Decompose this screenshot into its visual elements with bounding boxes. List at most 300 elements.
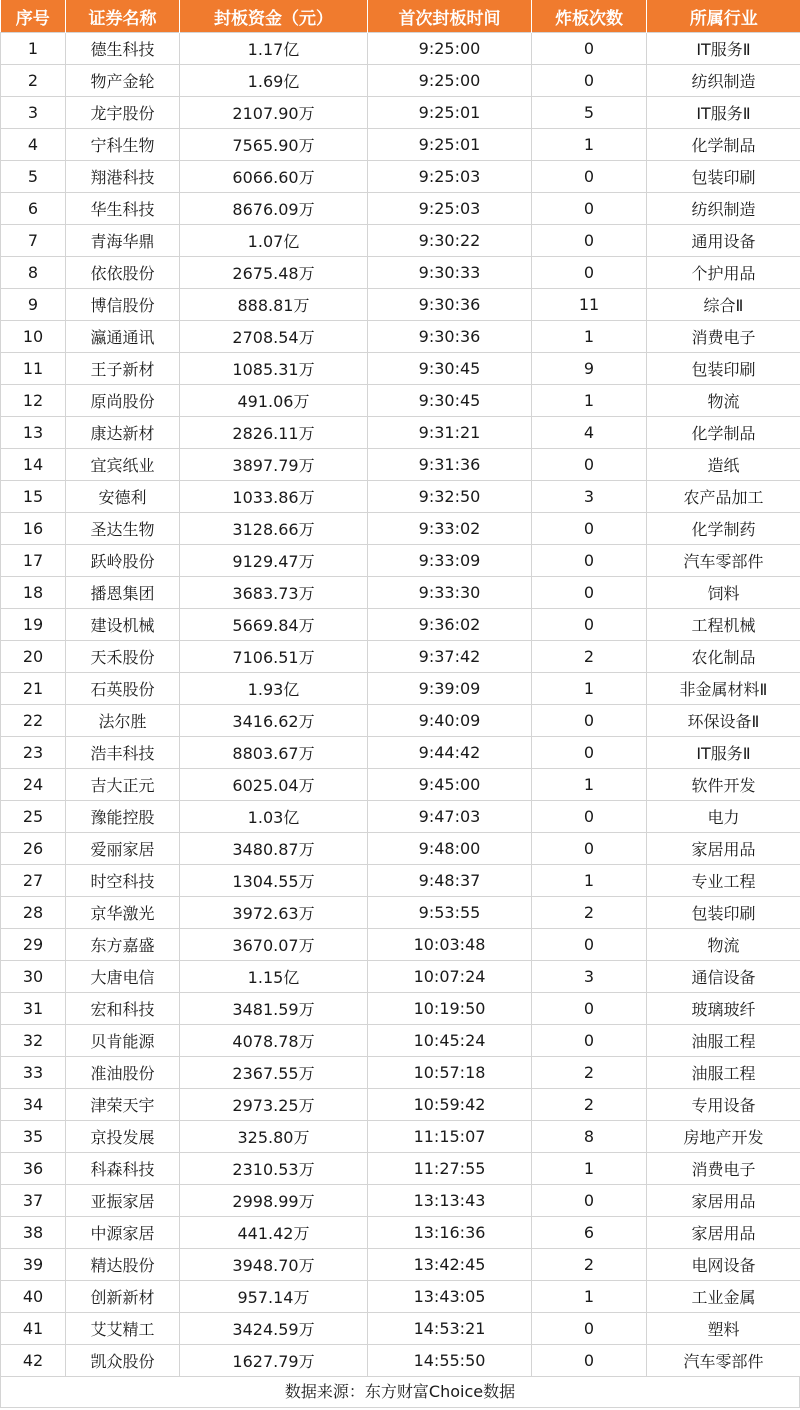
cell-name: 翔港科技 bbox=[66, 161, 180, 193]
table-row bbox=[1, 1121, 800, 1153]
cell-breaks: 1 bbox=[532, 129, 647, 161]
cell-breaks: 4 bbox=[532, 417, 647, 449]
cell-name: 京华激光 bbox=[66, 897, 180, 929]
cell-industry: 电网设备 bbox=[647, 1249, 800, 1281]
cell-industry: 环保设备Ⅱ bbox=[647, 705, 800, 737]
cell-funds: 7565.90万 bbox=[180, 129, 368, 161]
cell-index: 15 bbox=[1, 481, 66, 513]
cell-time: 9:33:02 bbox=[368, 513, 532, 545]
cell-time: 9:25:03 bbox=[368, 193, 532, 225]
cell-breaks: 2 bbox=[532, 1089, 647, 1121]
cell-index: 4 bbox=[1, 129, 66, 161]
cell-index: 36 bbox=[1, 1153, 66, 1185]
cell-name: 法尔胜 bbox=[66, 705, 180, 737]
cell-breaks: 11 bbox=[532, 289, 647, 321]
cell-index: 18 bbox=[1, 577, 66, 609]
cell-index: 28 bbox=[1, 897, 66, 929]
cell-time: 9:45:00 bbox=[368, 769, 532, 801]
cell-time: 14:55:50 bbox=[368, 1345, 532, 1377]
cell-industry: 化学制药 bbox=[647, 513, 800, 545]
cell-index: 37 bbox=[1, 1185, 66, 1217]
table-row bbox=[1, 1345, 800, 1377]
table-row bbox=[1, 33, 800, 65]
cell-industry: 物流 bbox=[647, 929, 800, 961]
header-cell-breaks: 炸板次数 bbox=[532, 0, 647, 33]
cell-name: 艾艾精工 bbox=[66, 1313, 180, 1345]
cell-funds: 3416.62万 bbox=[180, 705, 368, 737]
cell-industry: 化学制品 bbox=[647, 417, 800, 449]
cell-index: 25 bbox=[1, 801, 66, 833]
table-row bbox=[1, 673, 800, 705]
cell-breaks: 0 bbox=[532, 993, 647, 1025]
cell-index: 26 bbox=[1, 833, 66, 865]
cell-time: 10:07:24 bbox=[368, 961, 532, 993]
cell-funds: 1.03亿 bbox=[180, 801, 368, 833]
table-row bbox=[1, 1217, 800, 1249]
cell-industry: 专业工程 bbox=[647, 865, 800, 897]
cell-industry: 软件开发 bbox=[647, 769, 800, 801]
cell-name: 科森科技 bbox=[66, 1153, 180, 1185]
cell-breaks: 0 bbox=[532, 257, 647, 289]
cell-funds: 8676.09万 bbox=[180, 193, 368, 225]
cell-name: 大唐电信 bbox=[66, 961, 180, 993]
cell-industry: 汽车零部件 bbox=[647, 1345, 800, 1377]
cell-funds: 3480.87万 bbox=[180, 833, 368, 865]
table-header bbox=[1, 0, 800, 33]
cell-time: 9:36:02 bbox=[368, 609, 532, 641]
table-row bbox=[1, 1249, 800, 1281]
cell-industry: 非金属材料Ⅱ bbox=[647, 673, 800, 705]
cell-funds: 6066.60万 bbox=[180, 161, 368, 193]
cell-funds: 4078.78万 bbox=[180, 1025, 368, 1057]
data-source-footer: 数据来源：东方财富Choice数据 bbox=[0, 1377, 800, 1408]
table-row bbox=[1, 321, 800, 353]
cell-industry: 纺织制造 bbox=[647, 65, 800, 97]
cell-funds: 3128.66万 bbox=[180, 513, 368, 545]
cell-breaks: 3 bbox=[532, 481, 647, 513]
cell-name: 德生科技 bbox=[66, 33, 180, 65]
cell-funds: 9129.47万 bbox=[180, 545, 368, 577]
cell-funds: 2107.90万 bbox=[180, 97, 368, 129]
cell-index: 24 bbox=[1, 769, 66, 801]
cell-index: 6 bbox=[1, 193, 66, 225]
cell-time: 9:30:33 bbox=[368, 257, 532, 289]
cell-index: 27 bbox=[1, 865, 66, 897]
cell-breaks: 5 bbox=[532, 97, 647, 129]
cell-funds: 1.93亿 bbox=[180, 673, 368, 705]
cell-industry: 综合Ⅱ bbox=[647, 289, 800, 321]
cell-breaks: 0 bbox=[532, 1025, 647, 1057]
cell-funds: 3972.63万 bbox=[180, 897, 368, 929]
cell-breaks: 0 bbox=[532, 1345, 647, 1377]
cell-name: 准油股份 bbox=[66, 1057, 180, 1089]
cell-funds: 3670.07万 bbox=[180, 929, 368, 961]
cell-funds: 325.80万 bbox=[180, 1121, 368, 1153]
table-row bbox=[1, 257, 800, 289]
cell-index: 11 bbox=[1, 353, 66, 385]
cell-industry: 电力 bbox=[647, 801, 800, 833]
table-row bbox=[1, 353, 800, 385]
cell-breaks: 6 bbox=[532, 1217, 647, 1249]
cell-breaks: 0 bbox=[532, 33, 647, 65]
table-row bbox=[1, 417, 800, 449]
cell-industry: 通信设备 bbox=[647, 961, 800, 993]
table-row bbox=[1, 449, 800, 481]
cell-breaks: 8 bbox=[532, 1121, 647, 1153]
cell-index: 31 bbox=[1, 993, 66, 1025]
cell-time: 9:48:00 bbox=[368, 833, 532, 865]
cell-time: 13:42:45 bbox=[368, 1249, 532, 1281]
cell-index: 8 bbox=[1, 257, 66, 289]
cell-time: 14:53:21 bbox=[368, 1313, 532, 1345]
table-row bbox=[1, 129, 800, 161]
header-cell-index: 序号 bbox=[1, 0, 66, 33]
cell-name: 圣达生物 bbox=[66, 513, 180, 545]
cell-name: 华生科技 bbox=[66, 193, 180, 225]
cell-index: 42 bbox=[1, 1345, 66, 1377]
cell-name: 凯众股份 bbox=[66, 1345, 180, 1377]
cell-index: 30 bbox=[1, 961, 66, 993]
cell-time: 13:43:05 bbox=[368, 1281, 532, 1313]
cell-index: 16 bbox=[1, 513, 66, 545]
cell-time: 10:59:42 bbox=[368, 1089, 532, 1121]
cell-index: 40 bbox=[1, 1281, 66, 1313]
cell-name: 康达新材 bbox=[66, 417, 180, 449]
cell-time: 9:47:03 bbox=[368, 801, 532, 833]
cell-name: 原尚股份 bbox=[66, 385, 180, 417]
table-row bbox=[1, 993, 800, 1025]
cell-name: 亚振家居 bbox=[66, 1185, 180, 1217]
cell-time: 9:25:00 bbox=[368, 33, 532, 65]
table-row bbox=[1, 65, 800, 97]
table-row bbox=[1, 865, 800, 897]
cell-name: 吉大正元 bbox=[66, 769, 180, 801]
table-row bbox=[1, 1185, 800, 1217]
cell-name: 天禾股份 bbox=[66, 641, 180, 673]
cell-name: 津荣天宇 bbox=[66, 1089, 180, 1121]
cell-index: 13 bbox=[1, 417, 66, 449]
cell-industry: 个护用品 bbox=[647, 257, 800, 289]
cell-industry: 油服工程 bbox=[647, 1025, 800, 1057]
cell-industry: 专用设备 bbox=[647, 1089, 800, 1121]
cell-breaks: 1 bbox=[532, 385, 647, 417]
cell-time: 9:48:37 bbox=[368, 865, 532, 897]
cell-index: 33 bbox=[1, 1057, 66, 1089]
header-cell-time: 首次封板时间 bbox=[368, 0, 532, 33]
cell-index: 2 bbox=[1, 65, 66, 97]
cell-breaks: 0 bbox=[532, 577, 647, 609]
cell-breaks: 0 bbox=[532, 929, 647, 961]
table-row bbox=[1, 929, 800, 961]
cell-time: 11:27:55 bbox=[368, 1153, 532, 1185]
cell-name: 龙宇股份 bbox=[66, 97, 180, 129]
cell-funds: 491.06万 bbox=[180, 385, 368, 417]
cell-funds: 1085.31万 bbox=[180, 353, 368, 385]
table-row bbox=[1, 705, 800, 737]
cell-funds: 1.15亿 bbox=[180, 961, 368, 993]
cell-breaks: 1 bbox=[532, 1281, 647, 1313]
cell-name: 博信股份 bbox=[66, 289, 180, 321]
cell-funds: 8803.67万 bbox=[180, 737, 368, 769]
cell-breaks: 0 bbox=[532, 833, 647, 865]
cell-industry: 通用设备 bbox=[647, 225, 800, 257]
cell-time: 9:32:50 bbox=[368, 481, 532, 513]
cell-breaks: 0 bbox=[532, 737, 647, 769]
table-row bbox=[1, 225, 800, 257]
table-row bbox=[1, 577, 800, 609]
cell-time: 9:40:09 bbox=[368, 705, 532, 737]
cell-funds: 2675.48万 bbox=[180, 257, 368, 289]
cell-name: 浩丰科技 bbox=[66, 737, 180, 769]
cell-industry: 包装印刷 bbox=[647, 353, 800, 385]
cell-name: 精达股份 bbox=[66, 1249, 180, 1281]
cell-funds: 3897.79万 bbox=[180, 449, 368, 481]
cell-industry: IT服务Ⅱ bbox=[647, 97, 800, 129]
table-row bbox=[1, 897, 800, 929]
cell-time: 9:30:36 bbox=[368, 321, 532, 353]
table-row bbox=[1, 385, 800, 417]
cell-breaks: 0 bbox=[532, 705, 647, 737]
cell-time: 10:57:18 bbox=[368, 1057, 532, 1089]
cell-funds: 1304.55万 bbox=[180, 865, 368, 897]
cell-time: 13:16:36 bbox=[368, 1217, 532, 1249]
header-cell-industry: 所属行业 bbox=[647, 0, 800, 33]
cell-name: 跃岭股份 bbox=[66, 545, 180, 577]
cell-time: 10:03:48 bbox=[368, 929, 532, 961]
cell-breaks: 1 bbox=[532, 865, 647, 897]
cell-name: 播恩集团 bbox=[66, 577, 180, 609]
table-row bbox=[1, 609, 800, 641]
table-row bbox=[1, 1025, 800, 1057]
cell-index: 20 bbox=[1, 641, 66, 673]
cell-index: 29 bbox=[1, 929, 66, 961]
cell-time: 9:25:03 bbox=[368, 161, 532, 193]
cell-name: 瀛通通讯 bbox=[66, 321, 180, 353]
cell-breaks: 9 bbox=[532, 353, 647, 385]
cell-name: 物产金轮 bbox=[66, 65, 180, 97]
cell-industry: 家居用品 bbox=[647, 833, 800, 865]
cell-funds: 2310.53万 bbox=[180, 1153, 368, 1185]
cell-industry: IT服务Ⅱ bbox=[647, 33, 800, 65]
table-row bbox=[1, 1057, 800, 1089]
cell-index: 34 bbox=[1, 1089, 66, 1121]
cell-time: 9:31:21 bbox=[368, 417, 532, 449]
cell-industry: 汽车零部件 bbox=[647, 545, 800, 577]
cell-industry: 造纸 bbox=[647, 449, 800, 481]
cell-funds: 3481.59万 bbox=[180, 993, 368, 1025]
cell-breaks: 1 bbox=[532, 1153, 647, 1185]
cell-index: 5 bbox=[1, 161, 66, 193]
cell-funds: 3948.70万 bbox=[180, 1249, 368, 1281]
cell-index: 22 bbox=[1, 705, 66, 737]
cell-name: 依依股份 bbox=[66, 257, 180, 289]
cell-index: 39 bbox=[1, 1249, 66, 1281]
cell-time: 9:33:09 bbox=[368, 545, 532, 577]
cell-industry: IT服务Ⅱ bbox=[647, 737, 800, 769]
cell-breaks: 0 bbox=[532, 161, 647, 193]
cell-index: 17 bbox=[1, 545, 66, 577]
cell-index: 10 bbox=[1, 321, 66, 353]
cell-time: 9:25:00 bbox=[368, 65, 532, 97]
cell-breaks: 1 bbox=[532, 321, 647, 353]
cell-index: 32 bbox=[1, 1025, 66, 1057]
cell-industry: 包装印刷 bbox=[647, 161, 800, 193]
cell-industry: 工程机械 bbox=[647, 609, 800, 641]
table-row bbox=[1, 1089, 800, 1121]
table-row bbox=[1, 513, 800, 545]
cell-funds: 1.69亿 bbox=[180, 65, 368, 97]
table-row bbox=[1, 737, 800, 769]
cell-breaks: 0 bbox=[532, 225, 647, 257]
cell-time: 11:15:07 bbox=[368, 1121, 532, 1153]
cell-index: 38 bbox=[1, 1217, 66, 1249]
cell-funds: 3424.59万 bbox=[180, 1313, 368, 1345]
cell-time: 9:33:30 bbox=[368, 577, 532, 609]
cell-industry: 消费电子 bbox=[647, 1153, 800, 1185]
cell-index: 35 bbox=[1, 1121, 66, 1153]
cell-industry: 饲料 bbox=[647, 577, 800, 609]
cell-funds: 1627.79万 bbox=[180, 1345, 368, 1377]
cell-funds: 2708.54万 bbox=[180, 321, 368, 353]
cell-funds: 2998.99万 bbox=[180, 1185, 368, 1217]
cell-index: 7 bbox=[1, 225, 66, 257]
cell-time: 10:19:50 bbox=[368, 993, 532, 1025]
cell-breaks: 2 bbox=[532, 897, 647, 929]
cell-funds: 888.81万 bbox=[180, 289, 368, 321]
cell-funds: 2826.11万 bbox=[180, 417, 368, 449]
cell-name: 豫能控股 bbox=[66, 801, 180, 833]
cell-funds: 2973.25万 bbox=[180, 1089, 368, 1121]
cell-breaks: 3 bbox=[532, 961, 647, 993]
table-row bbox=[1, 97, 800, 129]
cell-breaks: 1 bbox=[532, 769, 647, 801]
cell-index: 14 bbox=[1, 449, 66, 481]
cell-time: 10:45:24 bbox=[368, 1025, 532, 1057]
cell-time: 9:53:55 bbox=[368, 897, 532, 929]
cell-name: 宜宾纸业 bbox=[66, 449, 180, 481]
cell-name: 王子新材 bbox=[66, 353, 180, 385]
cell-time: 9:25:01 bbox=[368, 97, 532, 129]
cell-time: 9:37:42 bbox=[368, 641, 532, 673]
table-body bbox=[1, 33, 800, 1377]
cell-breaks: 0 bbox=[532, 1185, 647, 1217]
cell-time: 9:25:01 bbox=[368, 129, 532, 161]
cell-name: 时空科技 bbox=[66, 865, 180, 897]
cell-breaks: 0 bbox=[532, 65, 647, 97]
cell-time: 9:30:22 bbox=[368, 225, 532, 257]
cell-time: 9:39:09 bbox=[368, 673, 532, 705]
cell-index: 23 bbox=[1, 737, 66, 769]
cell-name: 青海华鼎 bbox=[66, 225, 180, 257]
cell-time: 9:30:45 bbox=[368, 385, 532, 417]
cell-breaks: 0 bbox=[532, 801, 647, 833]
cell-time: 9:30:45 bbox=[368, 353, 532, 385]
table-row bbox=[1, 1281, 800, 1313]
cell-industry: 物流 bbox=[647, 385, 800, 417]
table-row bbox=[1, 161, 800, 193]
cell-name: 创新新材 bbox=[66, 1281, 180, 1313]
cell-breaks: 2 bbox=[532, 1249, 647, 1281]
cell-breaks: 0 bbox=[532, 449, 647, 481]
header-cell-funds: 封板资金（元） bbox=[180, 0, 368, 33]
cell-funds: 957.14万 bbox=[180, 1281, 368, 1313]
cell-industry: 家居用品 bbox=[647, 1185, 800, 1217]
cell-funds: 7106.51万 bbox=[180, 641, 368, 673]
cell-funds: 2367.55万 bbox=[180, 1057, 368, 1089]
cell-funds: 1.17亿 bbox=[180, 33, 368, 65]
table-row bbox=[1, 1313, 800, 1345]
cell-name: 东方嘉盛 bbox=[66, 929, 180, 961]
cell-funds: 1033.86万 bbox=[180, 481, 368, 513]
cell-funds: 3683.73万 bbox=[180, 577, 368, 609]
cell-funds: 441.42万 bbox=[180, 1217, 368, 1249]
cell-name: 京投发展 bbox=[66, 1121, 180, 1153]
cell-breaks: 2 bbox=[532, 1057, 647, 1089]
cell-index: 9 bbox=[1, 289, 66, 321]
cell-breaks: 0 bbox=[532, 1313, 647, 1345]
cell-name: 石英股份 bbox=[66, 673, 180, 705]
cell-breaks: 0 bbox=[532, 193, 647, 225]
cell-breaks: 0 bbox=[532, 609, 647, 641]
cell-industry: 房地产开发 bbox=[647, 1121, 800, 1153]
table-row bbox=[1, 1153, 800, 1185]
cell-name: 安德利 bbox=[66, 481, 180, 513]
cell-industry: 工业金属 bbox=[647, 1281, 800, 1313]
cell-breaks: 1 bbox=[532, 673, 647, 705]
cell-breaks: 2 bbox=[532, 641, 647, 673]
header-cell-name: 证券名称 bbox=[66, 0, 180, 33]
cell-industry: 玻璃玻纤 bbox=[647, 993, 800, 1025]
cell-industry: 包装印刷 bbox=[647, 897, 800, 929]
cell-index: 12 bbox=[1, 385, 66, 417]
cell-index: 41 bbox=[1, 1313, 66, 1345]
cell-industry: 化学制品 bbox=[647, 129, 800, 161]
table-row bbox=[1, 769, 800, 801]
table-row bbox=[1, 801, 800, 833]
cell-name: 宁科生物 bbox=[66, 129, 180, 161]
cell-industry: 塑料 bbox=[647, 1313, 800, 1345]
cell-time: 9:44:42 bbox=[368, 737, 532, 769]
cell-funds: 5669.84万 bbox=[180, 609, 368, 641]
cell-index: 1 bbox=[1, 33, 66, 65]
table-row bbox=[1, 481, 800, 513]
table-row bbox=[1, 289, 800, 321]
table-row bbox=[1, 833, 800, 865]
cell-name: 中源家居 bbox=[66, 1217, 180, 1249]
cell-time: 9:31:36 bbox=[368, 449, 532, 481]
header-row bbox=[1, 0, 800, 33]
cell-index: 3 bbox=[1, 97, 66, 129]
cell-time: 9:30:36 bbox=[368, 289, 532, 321]
cell-name: 建设机械 bbox=[66, 609, 180, 641]
cell-funds: 1.07亿 bbox=[180, 225, 368, 257]
cell-index: 21 bbox=[1, 673, 66, 705]
cell-industry: 纺织制造 bbox=[647, 193, 800, 225]
cell-breaks: 0 bbox=[532, 545, 647, 577]
cell-name: 宏和科技 bbox=[66, 993, 180, 1025]
cell-name: 贝肯能源 bbox=[66, 1025, 180, 1057]
cell-name: 爱丽家居 bbox=[66, 833, 180, 865]
cell-time: 13:13:43 bbox=[368, 1185, 532, 1217]
cell-industry: 消费电子 bbox=[647, 321, 800, 353]
cell-industry: 家居用品 bbox=[647, 1217, 800, 1249]
cell-industry: 农产品加工 bbox=[647, 481, 800, 513]
table-row bbox=[1, 961, 800, 993]
cell-index: 19 bbox=[1, 609, 66, 641]
cell-breaks: 0 bbox=[532, 513, 647, 545]
cell-industry: 农化制品 bbox=[647, 641, 800, 673]
table-row bbox=[1, 641, 800, 673]
